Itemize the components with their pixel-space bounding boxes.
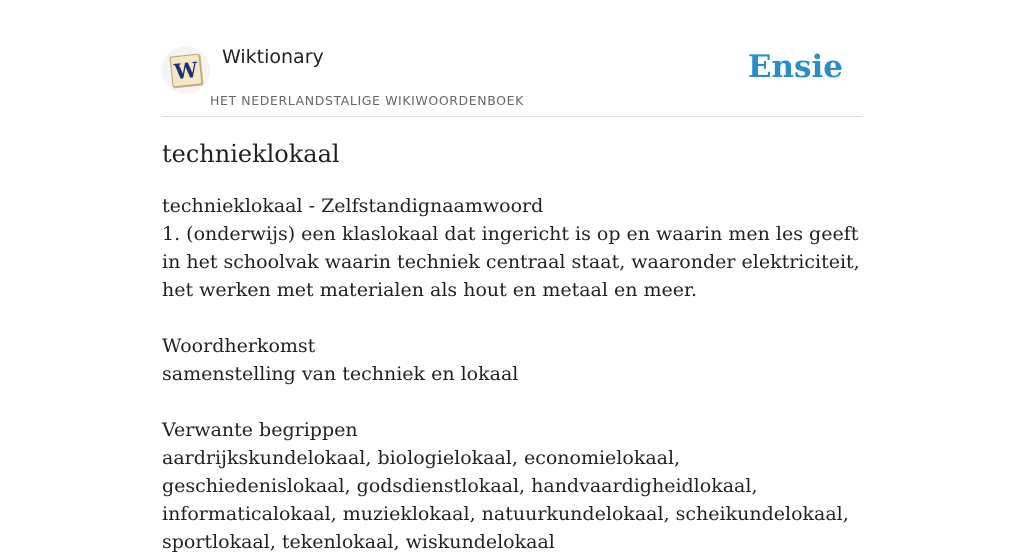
page bbox=[162, 0, 862, 553]
definition: 1. (onderwijs) een klaslokaal dat ingericht is op en waarin men les geeft in het schoolvak waarin techniek centraal staat, waaronder elektriciteit, het werken met materialen als hout en metaal en meer. bbox=[162, 223, 860, 301]
page-title: technieklokaal bbox=[162, 140, 340, 168]
logo-tile: W bbox=[169, 54, 202, 88]
related-terms: aardrijkskundelokaal, biologielokaal, economielokaal, geschiedenislokaal, godsdienstlokaal, handvaardigheidlokaal, informaticalokaal, muzieklokaal, natuurkundelokaal, scheikundelokaal, sportlokaal, tekenlokaal, wiskundelokaal bbox=[162, 447, 849, 553]
source-subtitle: HET NEDERLANDSTALIGE WIKIWOORDENBOEK bbox=[210, 93, 524, 108]
spacer bbox=[162, 388, 862, 416]
header bbox=[162, 0, 862, 117]
source-name[interactable]: Wiktionary bbox=[222, 46, 324, 68]
wiktionary-logo-icon[interactable] bbox=[162, 46, 210, 94]
etymology-text: samenstelling van techniek en lokaal bbox=[162, 363, 519, 385]
spacer bbox=[162, 304, 862, 332]
brand-logo[interactable]: Ensie bbox=[747, 49, 843, 85]
entry-heading-line: technieklokaal - Zelfstandignaamwoord bbox=[162, 195, 544, 217]
etymology-heading: Woordherkomst bbox=[162, 335, 316, 357]
entry-content bbox=[162, 192, 862, 556]
related-heading: Verwante begrippen bbox=[162, 419, 358, 441]
